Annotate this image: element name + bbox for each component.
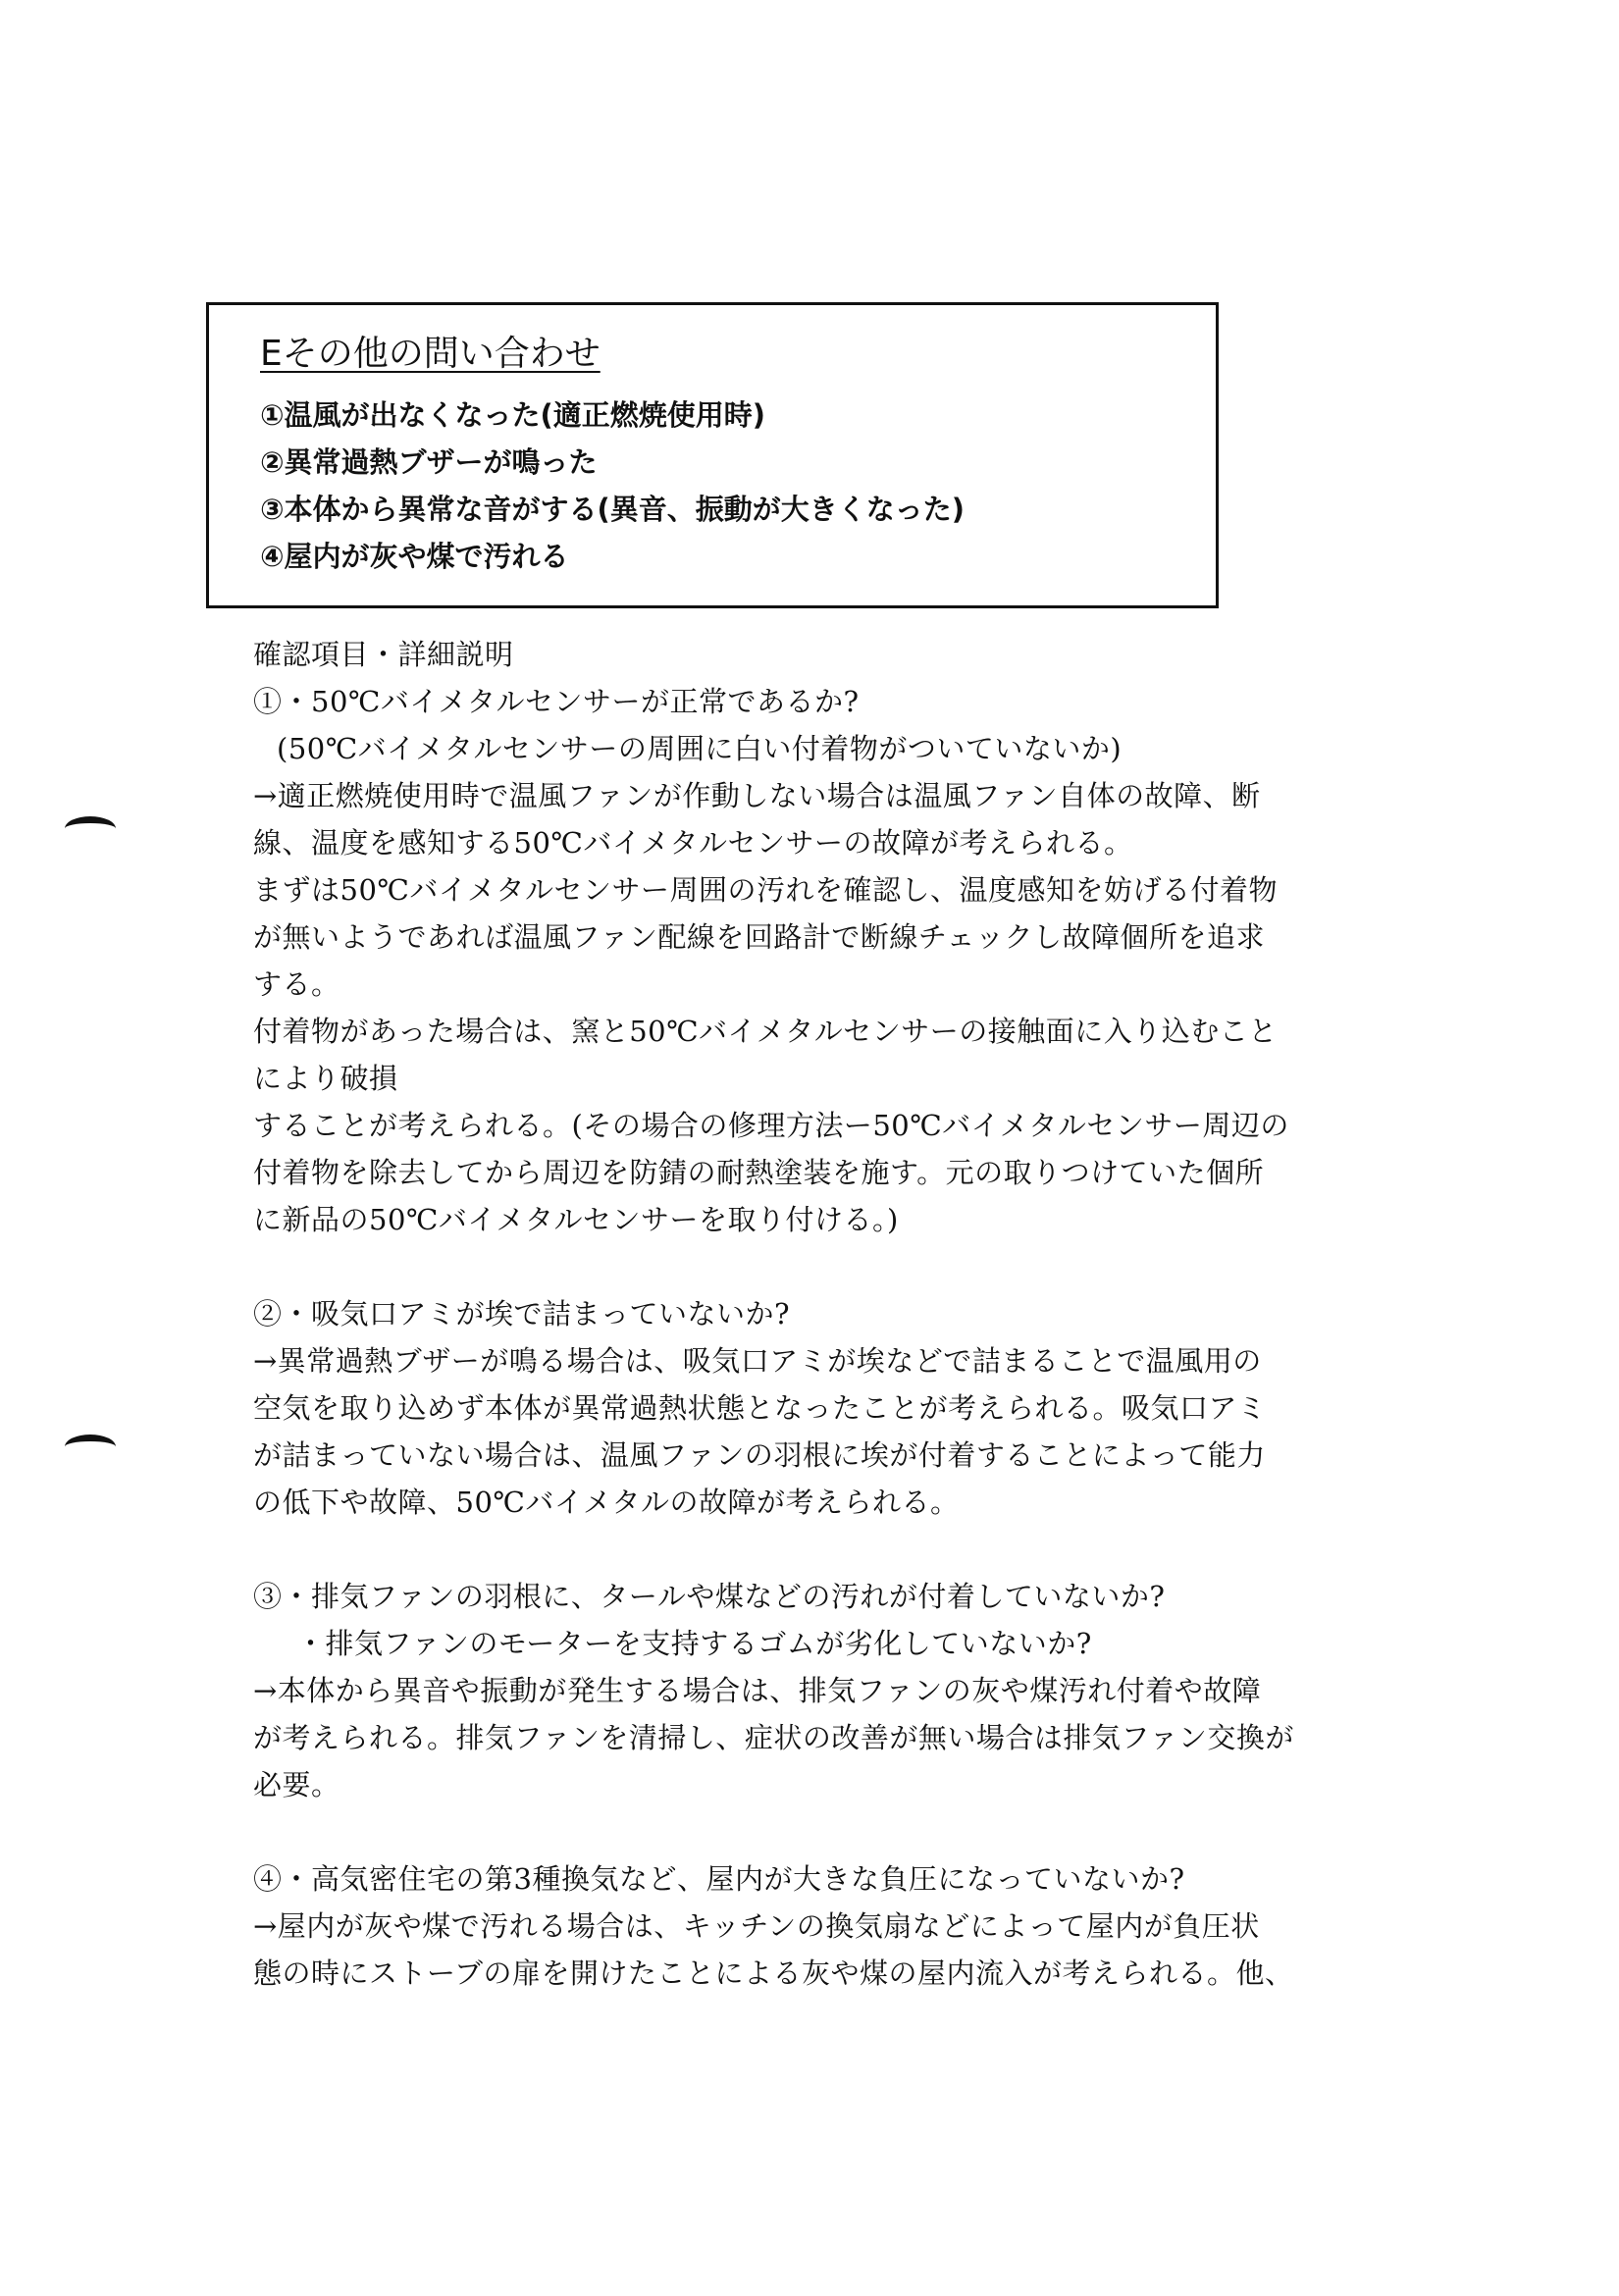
paragraph-line: により破損 [253, 1062, 398, 1095]
paragraph-line: 線、温度を感知する50℃バイメタルセンサーの故障が考えられる。 [253, 826, 1133, 860]
inquiry-item: ②異常過熱ブザーが鳴った [260, 445, 598, 479]
paragraph-line: →適正燃焼使用時で温風ファンが作動しない場合は温風ファン自体の故障、断 [253, 779, 1261, 812]
paragraph-line: →屋内が灰や煤で汚れる場合は、キッチンの換気扇などによって屋内が負圧状 [253, 1909, 1260, 1943]
check-item: ④・高気密住宅の第3種換気など、屋内が大きな負圧になっていないか? [253, 1862, 1185, 1896]
paragraph-line: 空気を取り込めず本体が異常過熱状態となったことが考えられる。吸気口アミ [253, 1391, 1267, 1425]
section-4 [253, 1855, 1384, 1997]
inquiry-item: ③本体から異常な音がする(異音、振動が大きくなった) [260, 493, 966, 526]
document-body [253, 631, 1384, 1997]
paragraph-line: →異常過熱ブザーが鳴る場合は、吸気口アミが埃などで詰まることで温風用の [253, 1344, 1262, 1378]
inquiry-summary-box [206, 302, 1219, 608]
paragraph-line: の低下や故障、50℃バイメタルの故障が考えられる。 [253, 1486, 960, 1519]
check-note: (50℃バイメタルセンサーの周囲に白い付着物がついていないか) [277, 732, 1123, 765]
inquiry-list [260, 391, 1216, 580]
check-item: ①・50℃バイメタルセンサーが正常であるか? [253, 685, 860, 718]
section-spacer [253, 1526, 1384, 1573]
paragraph-line: する。 [253, 967, 340, 1001]
paragraph-line: まずは50℃バイメタルセンサー周囲の汚れを確認し、温度感知を妨げる付着物 [253, 873, 1279, 907]
paragraph-line: が考えられる。排気ファンを清掃し、症状の改善が無い場合は排気ファン交換が [253, 1721, 1294, 1754]
inquiry-item: ①温風が出なくなった(適正燃焼使用時) [260, 398, 766, 432]
section-spacer [253, 1808, 1384, 1855]
paragraph-line: 態の時にストーブの扉を開けたことによる灰や煤の屋内流入が考えられる。他、 [253, 1957, 1294, 1990]
paragraph-line: が無いようであれば温風ファン配線を回路計で断線チェックし故障個所を追求 [253, 920, 1266, 954]
paragraph-line: することが考えられる。(その場合の修理方法ー50℃バイメタルセンサー周辺の [253, 1109, 1289, 1142]
section-3 [253, 1573, 1384, 1808]
punch-hole-mark-upper [65, 816, 116, 841]
paragraph-line: →本体から異音や振動が発生する場合は、排気ファンの灰や煤汚れ付着や故障 [253, 1674, 1262, 1707]
paragraph-line: 必要。 [253, 1768, 340, 1801]
check-item: ・排気ファンのモーターを支持するゴムが劣化していないか? [296, 1627, 1092, 1660]
check-item: ③・排気ファンの羽根に、タールや煤などの汚れが付着していないか? [253, 1580, 1166, 1613]
inquiry-item: ④屋内が灰や煤で汚れる [260, 540, 569, 573]
section-1 [253, 678, 1384, 1243]
section-heading: 確認項目・詳細説明 [253, 638, 514, 671]
punch-hole-mark-lower [65, 1435, 116, 1459]
paragraph-line: が詰まっていない場合は、温風ファンの羽根に埃が付着することによって能力 [253, 1438, 1266, 1472]
paragraph-line: 付着物があった場合は、窯と50℃バイメタルセンサーの接触面に入り込むこと [253, 1015, 1278, 1048]
section-2 [253, 1290, 1384, 1526]
paragraph-line: 付着物を除去してから周辺を防錆の耐熱塗装を施す。元の取りつけていた個所 [253, 1156, 1265, 1189]
check-item: ②・吸気口アミが埃で詰まっていないか? [253, 1297, 791, 1331]
paragraph-line: に新品の50℃バイメタルセンサーを取り付ける。) [253, 1203, 899, 1236]
section-spacer [253, 1243, 1384, 1290]
box-title: Eその他の問い合わせ [260, 334, 601, 374]
